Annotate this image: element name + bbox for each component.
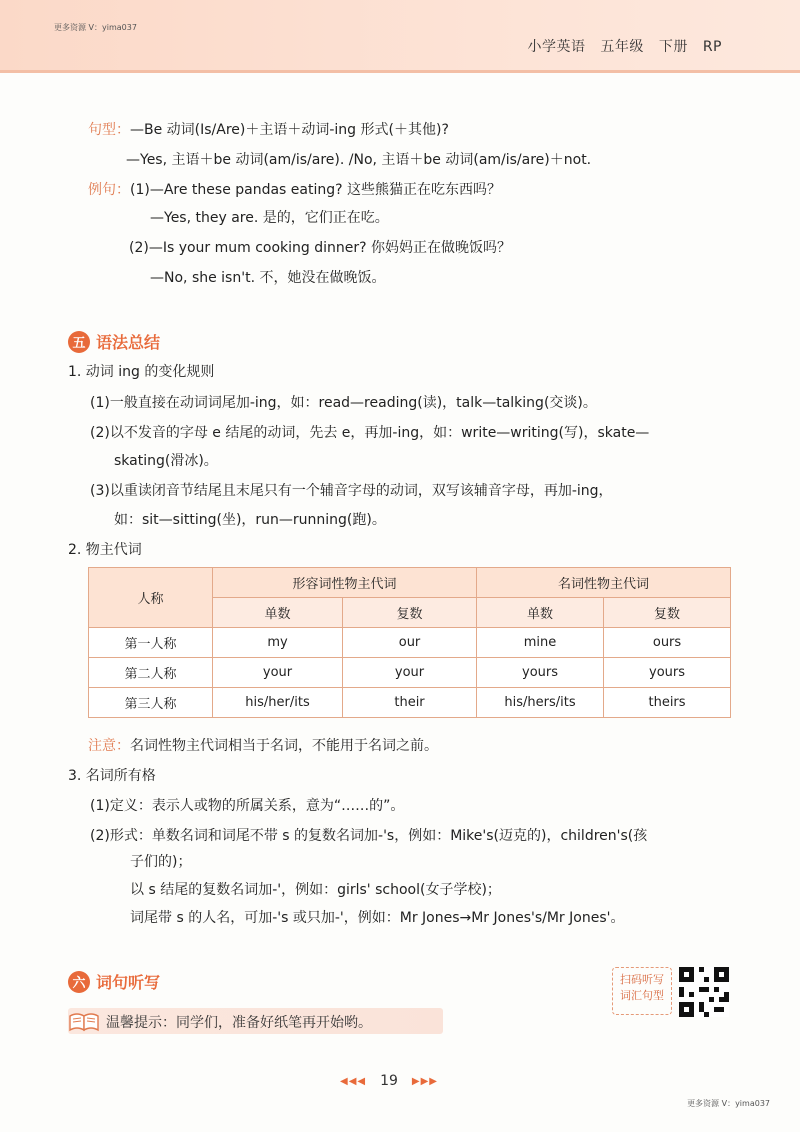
rule-2-line-b: skating(滑冰)。	[114, 453, 218, 469]
cell-adj-plural: your	[343, 658, 477, 688]
tip-text: 温馨提示：同学们，准备好纸笔再开始哟。	[106, 1015, 372, 1031]
section-5-badge: 五	[68, 331, 90, 353]
cell-adj-plural: their	[343, 688, 477, 718]
cell-noun-plural: ours	[604, 628, 731, 658]
pattern-text-1: —Be 动词(Is/Are)＋主语＋动词-ing 形式(＋其他)?	[130, 122, 449, 138]
genitive-form-d: 词尾带 s 的人名，可加-'s 或只加-'，例如：Mr Jones→Mr Jones's/Mr Jones'。	[130, 910, 625, 926]
qr-caption-line-1: 扫码听写	[620, 973, 664, 986]
page-number: 19	[380, 1073, 398, 1089]
cell-adj-singular: my	[213, 628, 343, 658]
pattern-label: 句型：	[88, 122, 130, 138]
section-5-title: 语法总结	[96, 333, 161, 352]
note-text: 名词性物主代词相当于名词，不能用于名词之前。	[130, 738, 438, 754]
item-2-heading: 2. 物主代词	[68, 542, 142, 558]
book-info	[517, 36, 722, 56]
edition-label: RP	[702, 39, 722, 55]
pattern-line-1	[88, 120, 449, 140]
header-noun-singular: 单数	[477, 598, 604, 628]
rule-3-line-b: 如：sit—sitting(坐)，run—running(跑)。	[114, 512, 386, 528]
cell-person: 第三人称	[89, 688, 213, 718]
section-6-heading	[68, 970, 160, 993]
header-person: 人称	[89, 568, 213, 628]
header-adj-plural: 复数	[343, 598, 477, 628]
example-1-answer: —Yes, they are. 是的，它们正在吃。	[150, 210, 389, 226]
prev-page-arrows-icon: ◀◀◀	[340, 1075, 367, 1087]
cell-noun-singular: yours	[477, 658, 604, 688]
watermark-bottom: 更多资源 V：yima037	[687, 1099, 770, 1108]
table-row	[89, 628, 731, 658]
table-row	[89, 658, 731, 688]
volume-label: 下册	[658, 39, 688, 55]
header-nominal: 名词性物主代词	[477, 568, 731, 598]
book-icon	[68, 1010, 102, 1032]
genitive-form-c: 以 s 结尾的复数名词加-'，例如：girls' school(女子学校)；	[130, 882, 501, 898]
cell-adj-plural: our	[343, 628, 477, 658]
qr-code-icon[interactable]	[679, 967, 729, 1017]
cell-noun-plural: yours	[604, 658, 731, 688]
cell-adj-singular: your	[213, 658, 343, 688]
header-noun-plural: 复数	[604, 598, 731, 628]
section-6-badge: 六	[68, 971, 90, 993]
genitive-definition: (1)定义：表示人或物的所属关系，意为“……的”。	[90, 798, 405, 814]
note-label: 注意：	[88, 738, 130, 754]
rule-1: (1)一般直接在动词词尾加-ing，如：read—reading(读)，talk—talking(交谈)。	[90, 395, 597, 411]
cell-person: 第二人称	[89, 658, 213, 688]
genitive-form-a: (2)形式：单数名词和词尾不带 s 的复数名词加-'s，例如：Mike's(迈克的)，children's(孩	[90, 828, 648, 844]
rule-2-line-a: (2)以不发音的字母 e 结尾的动词，先去 e，再加-ing，如：write—writing(写)，skate—	[90, 425, 650, 441]
grade-label: 五年级	[600, 39, 644, 55]
rule-3-line-a: (3)以重读闭音节结尾且末尾只有一个辅音字母的动词，双写该辅音字母，再加-ing，	[90, 483, 613, 499]
item-3-heading: 3. 名词所有格	[68, 768, 156, 784]
page-navigation	[340, 1073, 438, 1089]
example-1-question	[88, 180, 501, 200]
pattern-line-2: —Yes, 主语＋be 动词(am/is/are). /No, 主语＋be 动词(am/is/are)＋not.	[126, 152, 592, 168]
cell-noun-plural: theirs	[604, 688, 731, 718]
cell-adj-singular: his/her/its	[213, 688, 343, 718]
cell-noun-singular: his/hers/its	[477, 688, 604, 718]
example-2-question: (2)—Is your mum cooking dinner? 你妈妈正在做晚饭吗？	[129, 240, 512, 256]
cell-noun-singular: mine	[477, 628, 604, 658]
header-adjectival: 形容词性物主代词	[213, 568, 477, 598]
table-row	[89, 688, 731, 718]
header-divider	[0, 70, 800, 73]
example-1-question-text: (1)—Are these pandas eating? 这些熊猫正在吃东西吗？	[130, 182, 502, 198]
example-label: 例句：	[88, 182, 130, 198]
example-2-answer: —No, she isn't. 不，她没在做晚饭。	[150, 270, 386, 286]
header-adj-singular: 单数	[213, 598, 343, 628]
section-6-title: 词句听写	[96, 973, 161, 992]
qr-caption-line-2: 词汇句型	[620, 989, 664, 1002]
section-5-heading	[68, 330, 160, 353]
item-1-heading: 1. 动词 ing 的变化规则	[68, 364, 215, 380]
next-page-arrows-icon: ▶▶▶	[411, 1075, 438, 1087]
possessive-pronoun-table	[88, 567, 731, 718]
watermark-top: 更多资源 V：yima037	[54, 23, 137, 32]
note-line	[88, 736, 438, 756]
header-band	[0, 0, 800, 70]
subject-label: 小学英语	[527, 39, 586, 55]
cell-person: 第一人称	[89, 628, 213, 658]
qr-caption	[612, 967, 672, 1015]
genitive-form-b: 子们的)；	[130, 854, 192, 870]
